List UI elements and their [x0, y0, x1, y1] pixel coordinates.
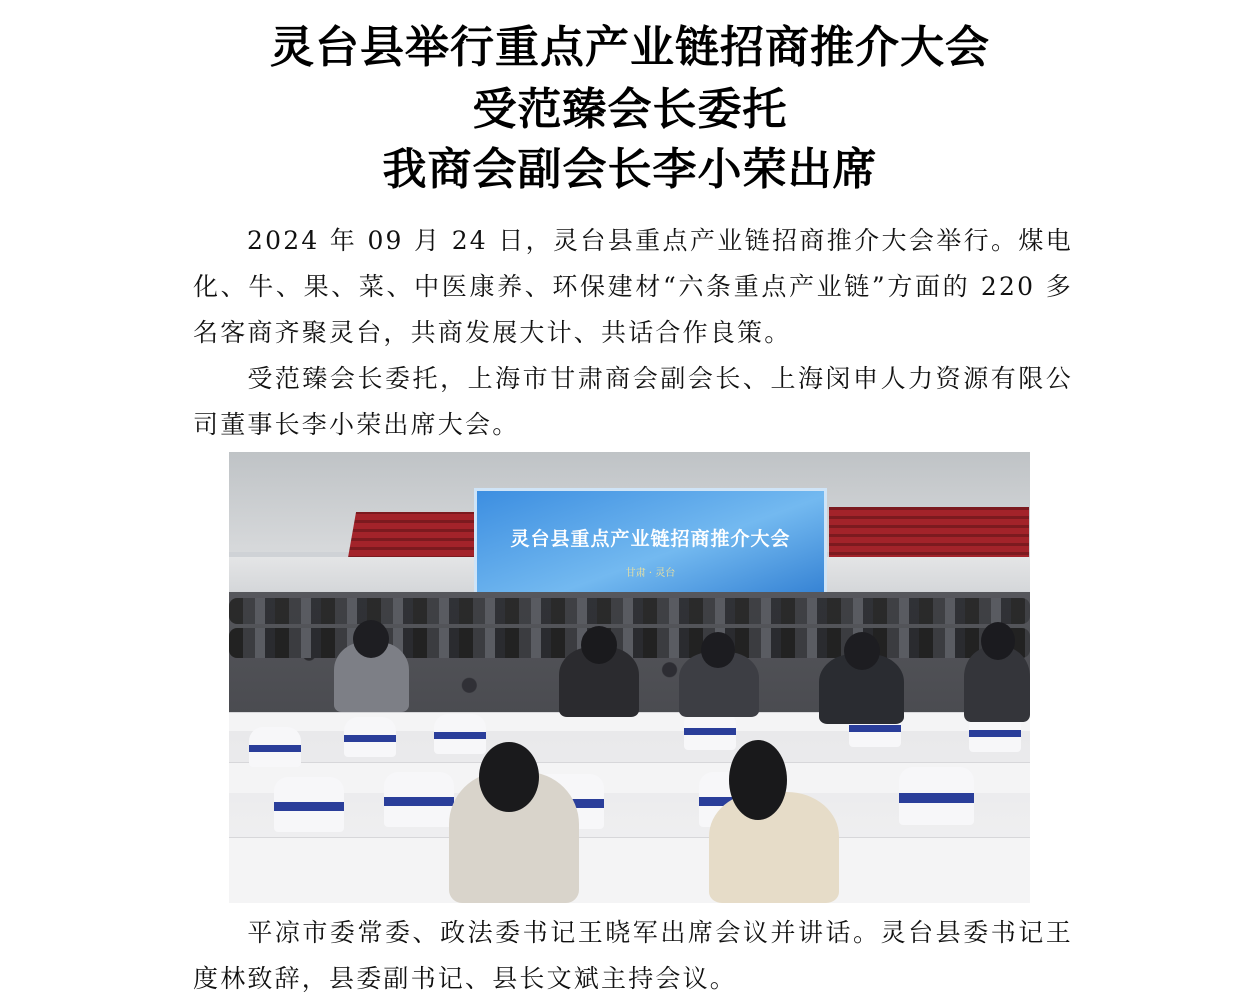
attendee-head	[479, 742, 539, 812]
paragraph-intro	[193, 218, 1073, 356]
chair	[249, 727, 301, 767]
paragraph-attendance-text: 受范臻会长委托，上海市甘肃商会副会长、上海闵申人力资源有限公司董事长李小荣出席大会。	[193, 364, 1073, 439]
attendee-head	[701, 632, 735, 668]
paragraph-attendance	[193, 356, 1073, 448]
attendee-head	[729, 740, 787, 820]
stage-screen-subtitle: 甘肃 · 灵台	[625, 568, 676, 579]
paragraph-speech	[193, 910, 1073, 1002]
headline-line-2: 受范臻会长委托	[472, 84, 788, 135]
chair	[899, 767, 974, 825]
attendee-head	[844, 632, 880, 670]
chair	[434, 714, 486, 754]
audience	[229, 592, 1030, 903]
table-row	[229, 837, 1030, 903]
audience-heads-back	[229, 598, 1030, 624]
attendee-head	[981, 622, 1015, 660]
chair	[384, 772, 454, 827]
stage-screen	[474, 488, 827, 606]
paragraph-intro-text: 2024 年 09 月 24 日，灵台县重点产业链招商推介大会举行。煤电化、牛、果、菜、中医康养、环保建材“六条重点产业链”方面的 220 多名客商齐聚灵台，共商发展大计、共话合作良策。	[193, 226, 1073, 347]
headline-line-3: 我商会副会长李小荣出席	[382, 144, 878, 195]
attendee-head	[353, 620, 389, 658]
paragraph-speech-text: 平凉市委常委、政法委书记王晓军出席会议并讲话。灵台县委书记王度林致辞，县委副书记、县长文斌主持会议。	[193, 918, 1073, 993]
chair	[274, 777, 344, 832]
attendee-head	[581, 626, 617, 664]
headline-line-1: 灵台县举行重点产业链招商推介大会	[270, 22, 990, 73]
stage-screen-title: 灵台县重点产业链招商推介大会	[510, 528, 791, 550]
conference-photo	[229, 452, 1030, 903]
chair	[344, 717, 396, 757]
